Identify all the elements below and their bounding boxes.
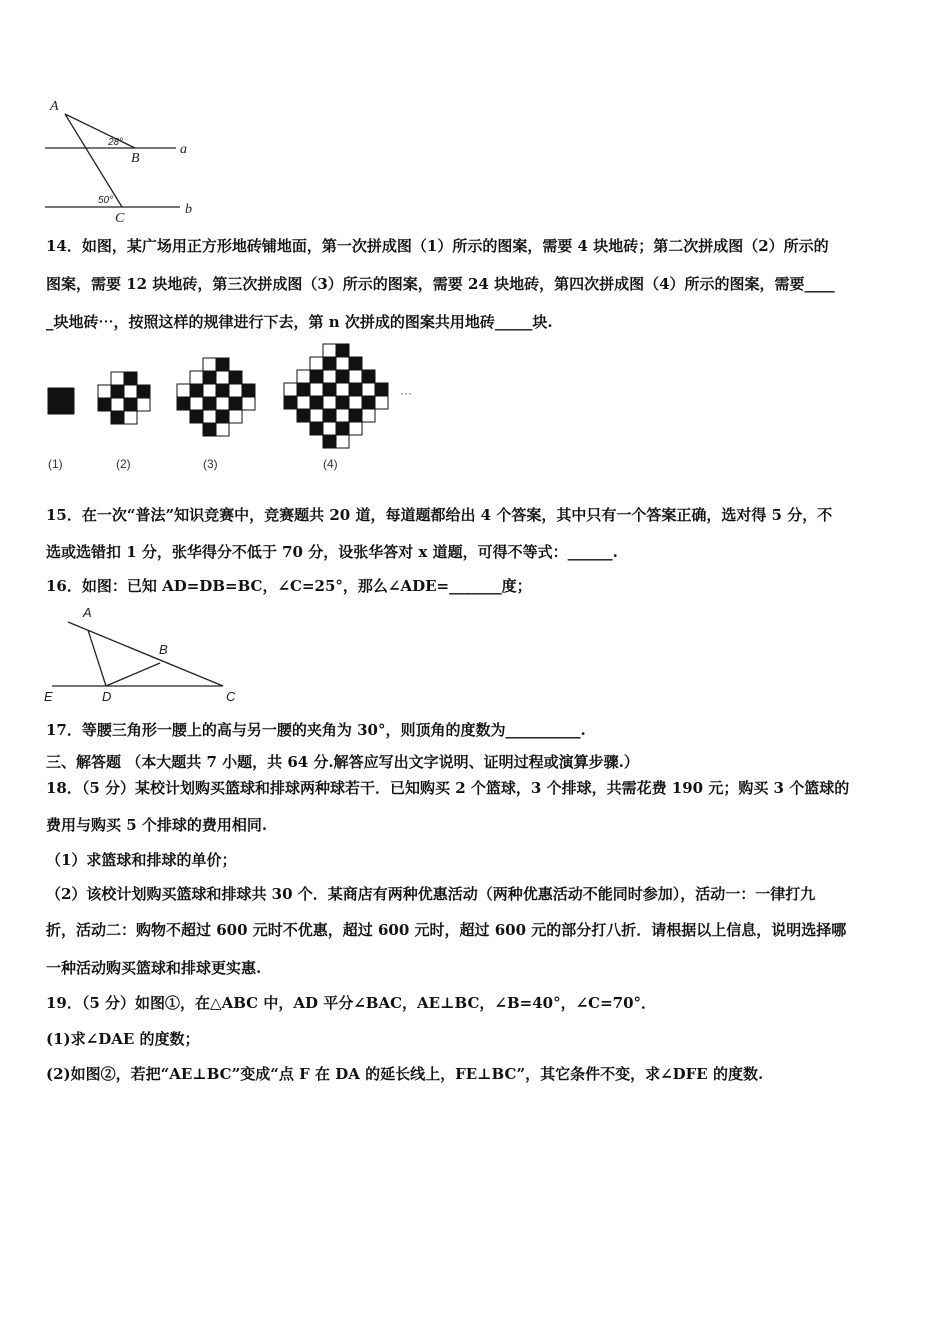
tile xyxy=(336,383,349,396)
tile xyxy=(61,388,74,401)
q16-line1: 16．如图：已知 AD=DB=BC，∠C=25°，那么∠ADE=_______度； xyxy=(46,577,532,595)
tile xyxy=(310,409,323,422)
tile xyxy=(336,435,349,448)
angle-50: 50° xyxy=(98,195,114,206)
tile xyxy=(190,384,203,397)
tile xyxy=(323,370,336,383)
q19-line3: (2)如图②，若把“AE⊥BC”变成“点 F 在 DA 的延长线上，FE⊥BC”，其它条件不变，求∠DFE 的度数. xyxy=(46,1065,764,1083)
tile xyxy=(323,344,336,357)
tile xyxy=(190,410,203,423)
tile xyxy=(323,435,336,448)
tile xyxy=(349,383,362,396)
angle-28: 28° xyxy=(108,137,124,148)
tile xyxy=(336,370,349,383)
tile xyxy=(216,423,229,436)
tile xyxy=(111,372,124,385)
tile xyxy=(124,372,137,385)
tile xyxy=(203,410,216,423)
tile xyxy=(111,411,124,424)
caption-2: (2) xyxy=(116,457,131,471)
tile xyxy=(349,357,362,370)
tile xyxy=(177,384,190,397)
tile xyxy=(349,422,362,435)
tile xyxy=(336,357,349,370)
tile xyxy=(336,409,349,422)
tile xyxy=(111,398,124,411)
pattern-4 xyxy=(284,344,388,448)
label-b: b xyxy=(185,202,192,217)
label-D: D xyxy=(102,689,112,704)
tile xyxy=(310,422,323,435)
tile xyxy=(336,422,349,435)
segment-AD xyxy=(88,630,106,686)
tile xyxy=(98,398,111,411)
fig16-triangle xyxy=(40,600,250,706)
pattern-1 xyxy=(48,388,74,414)
section3-heading: 三、解答题 （本大题共 7 小题，共 64 分.解答应写出文字说明、证明过程或演算步骤.） xyxy=(46,753,639,771)
tile xyxy=(190,397,203,410)
tile xyxy=(349,409,362,422)
fig13-parallel-lines xyxy=(40,92,210,224)
tile xyxy=(310,396,323,409)
tile xyxy=(216,358,229,371)
q18-line4: （2）该校计划购买篮球和排球共 30 个．某商店有两种优惠活动（两种优惠活动不能同时参加），活动一：一律打九 xyxy=(46,885,816,903)
tile xyxy=(323,383,336,396)
tile xyxy=(349,396,362,409)
pattern-3 xyxy=(177,358,255,436)
label-A: A xyxy=(50,99,59,114)
tile xyxy=(203,358,216,371)
tile xyxy=(216,397,229,410)
tile xyxy=(323,396,336,409)
q14-line1: 14．如图，某广场用正方形地砖铺地面，第一次拼成图（1）所示的图案，需要 4 块地砖；第二次拼成图（2）所示的 xyxy=(46,237,829,255)
tile xyxy=(284,383,297,396)
tile xyxy=(323,357,336,370)
q15-line2: 选或选错扣 1 分，张华得分不低于 70 分，设张华答对 x 道题，可得不等式：______. xyxy=(46,543,618,561)
label-C: C xyxy=(115,211,125,224)
tile xyxy=(229,410,242,423)
tile xyxy=(229,384,242,397)
tile xyxy=(297,370,310,383)
tile xyxy=(229,397,242,410)
tile xyxy=(203,371,216,384)
pattern-ellipsis: ··· xyxy=(400,386,412,400)
q18-line3: （1）求篮球和排球的单价； xyxy=(46,851,237,869)
label-B: B xyxy=(131,151,140,166)
q18-line5: 折，活动二：购物不超过 600 元时不优惠，超过 600 元时，超过 600 元的部分打八折．请根据以上信息，说明选择哪 xyxy=(46,921,847,939)
tile xyxy=(61,401,74,414)
tile xyxy=(336,344,349,357)
tile xyxy=(216,371,229,384)
tile xyxy=(48,388,61,401)
line-AC xyxy=(68,622,223,686)
tile xyxy=(203,423,216,436)
tile xyxy=(323,409,336,422)
label-B: B xyxy=(159,642,168,657)
tile xyxy=(190,371,203,384)
caption-4: (4) xyxy=(323,457,338,471)
tile xyxy=(297,396,310,409)
q14-line3: _块地砖⋯，按照这样的规律进行下去，第 n 次拼成的图案共用地砖_____块. xyxy=(46,313,553,331)
tile xyxy=(375,396,388,409)
tile xyxy=(362,383,375,396)
tile xyxy=(111,385,124,398)
tile xyxy=(297,383,310,396)
q17-line1: 17．等腰三角形一腰上的高与另一腰的夹角为 30°，则顶角的度数为__________. xyxy=(46,721,586,739)
tile xyxy=(242,384,255,397)
tile xyxy=(124,385,137,398)
tile xyxy=(216,384,229,397)
label-A: A xyxy=(83,605,92,620)
segment-DB xyxy=(106,663,160,686)
label-a: a xyxy=(180,142,187,157)
tile xyxy=(362,370,375,383)
pattern-2 xyxy=(98,372,150,424)
tile xyxy=(203,384,216,397)
tile xyxy=(203,397,216,410)
tile xyxy=(362,409,375,422)
tile xyxy=(297,409,310,422)
q18-line6: 一种活动购买篮球和排球更实惠. xyxy=(46,959,262,977)
fig14-tile-patterns xyxy=(40,340,430,480)
tile xyxy=(375,383,388,396)
tile xyxy=(336,396,349,409)
tile xyxy=(124,411,137,424)
tile xyxy=(349,370,362,383)
q19-line2: (1)求∠DAE 的度数； xyxy=(46,1030,200,1048)
q18-line2: 费用与购买 5 个排球的费用相同. xyxy=(46,816,268,834)
tile xyxy=(362,396,375,409)
caption-3: (3) xyxy=(203,457,218,471)
caption-1: (1) xyxy=(48,457,63,471)
tile xyxy=(48,401,61,414)
tile xyxy=(310,370,323,383)
tile xyxy=(284,396,297,409)
tile xyxy=(216,410,229,423)
tile xyxy=(137,385,150,398)
tile xyxy=(229,371,242,384)
tile xyxy=(177,397,190,410)
tile xyxy=(242,397,255,410)
tile xyxy=(98,385,111,398)
label-C: C xyxy=(226,689,236,704)
q15-line1: 15．在一次“普法”知识竞赛中，竞赛题共 20 道，每道题都给出 4 个答案，其中只有一个答案正确，选对得 5 分，不 xyxy=(46,506,833,524)
q14-line2: 图案，需要 12 块地砖，第三次拼成图（3）所示的图案，需要 24 块地砖，第四次拼成图（4）所示的图案，需要____ xyxy=(46,275,835,293)
tile xyxy=(323,422,336,435)
tile xyxy=(310,357,323,370)
label-E: E xyxy=(44,689,53,704)
tile xyxy=(124,398,137,411)
tile xyxy=(137,398,150,411)
q19-line1: 19．（5 分）如图①，在△ABC 中，AD 平分∠BAC，AE⊥BC，∠B=40°，∠C=70°． xyxy=(46,994,657,1012)
q18-line1: 18．（5 分）某校计划购买篮球和排球两种球若干．已知购买 2 个篮球，3 个排球，共需花费 190 元；购买 3 个篮球的 xyxy=(46,779,850,797)
tile xyxy=(310,383,323,396)
